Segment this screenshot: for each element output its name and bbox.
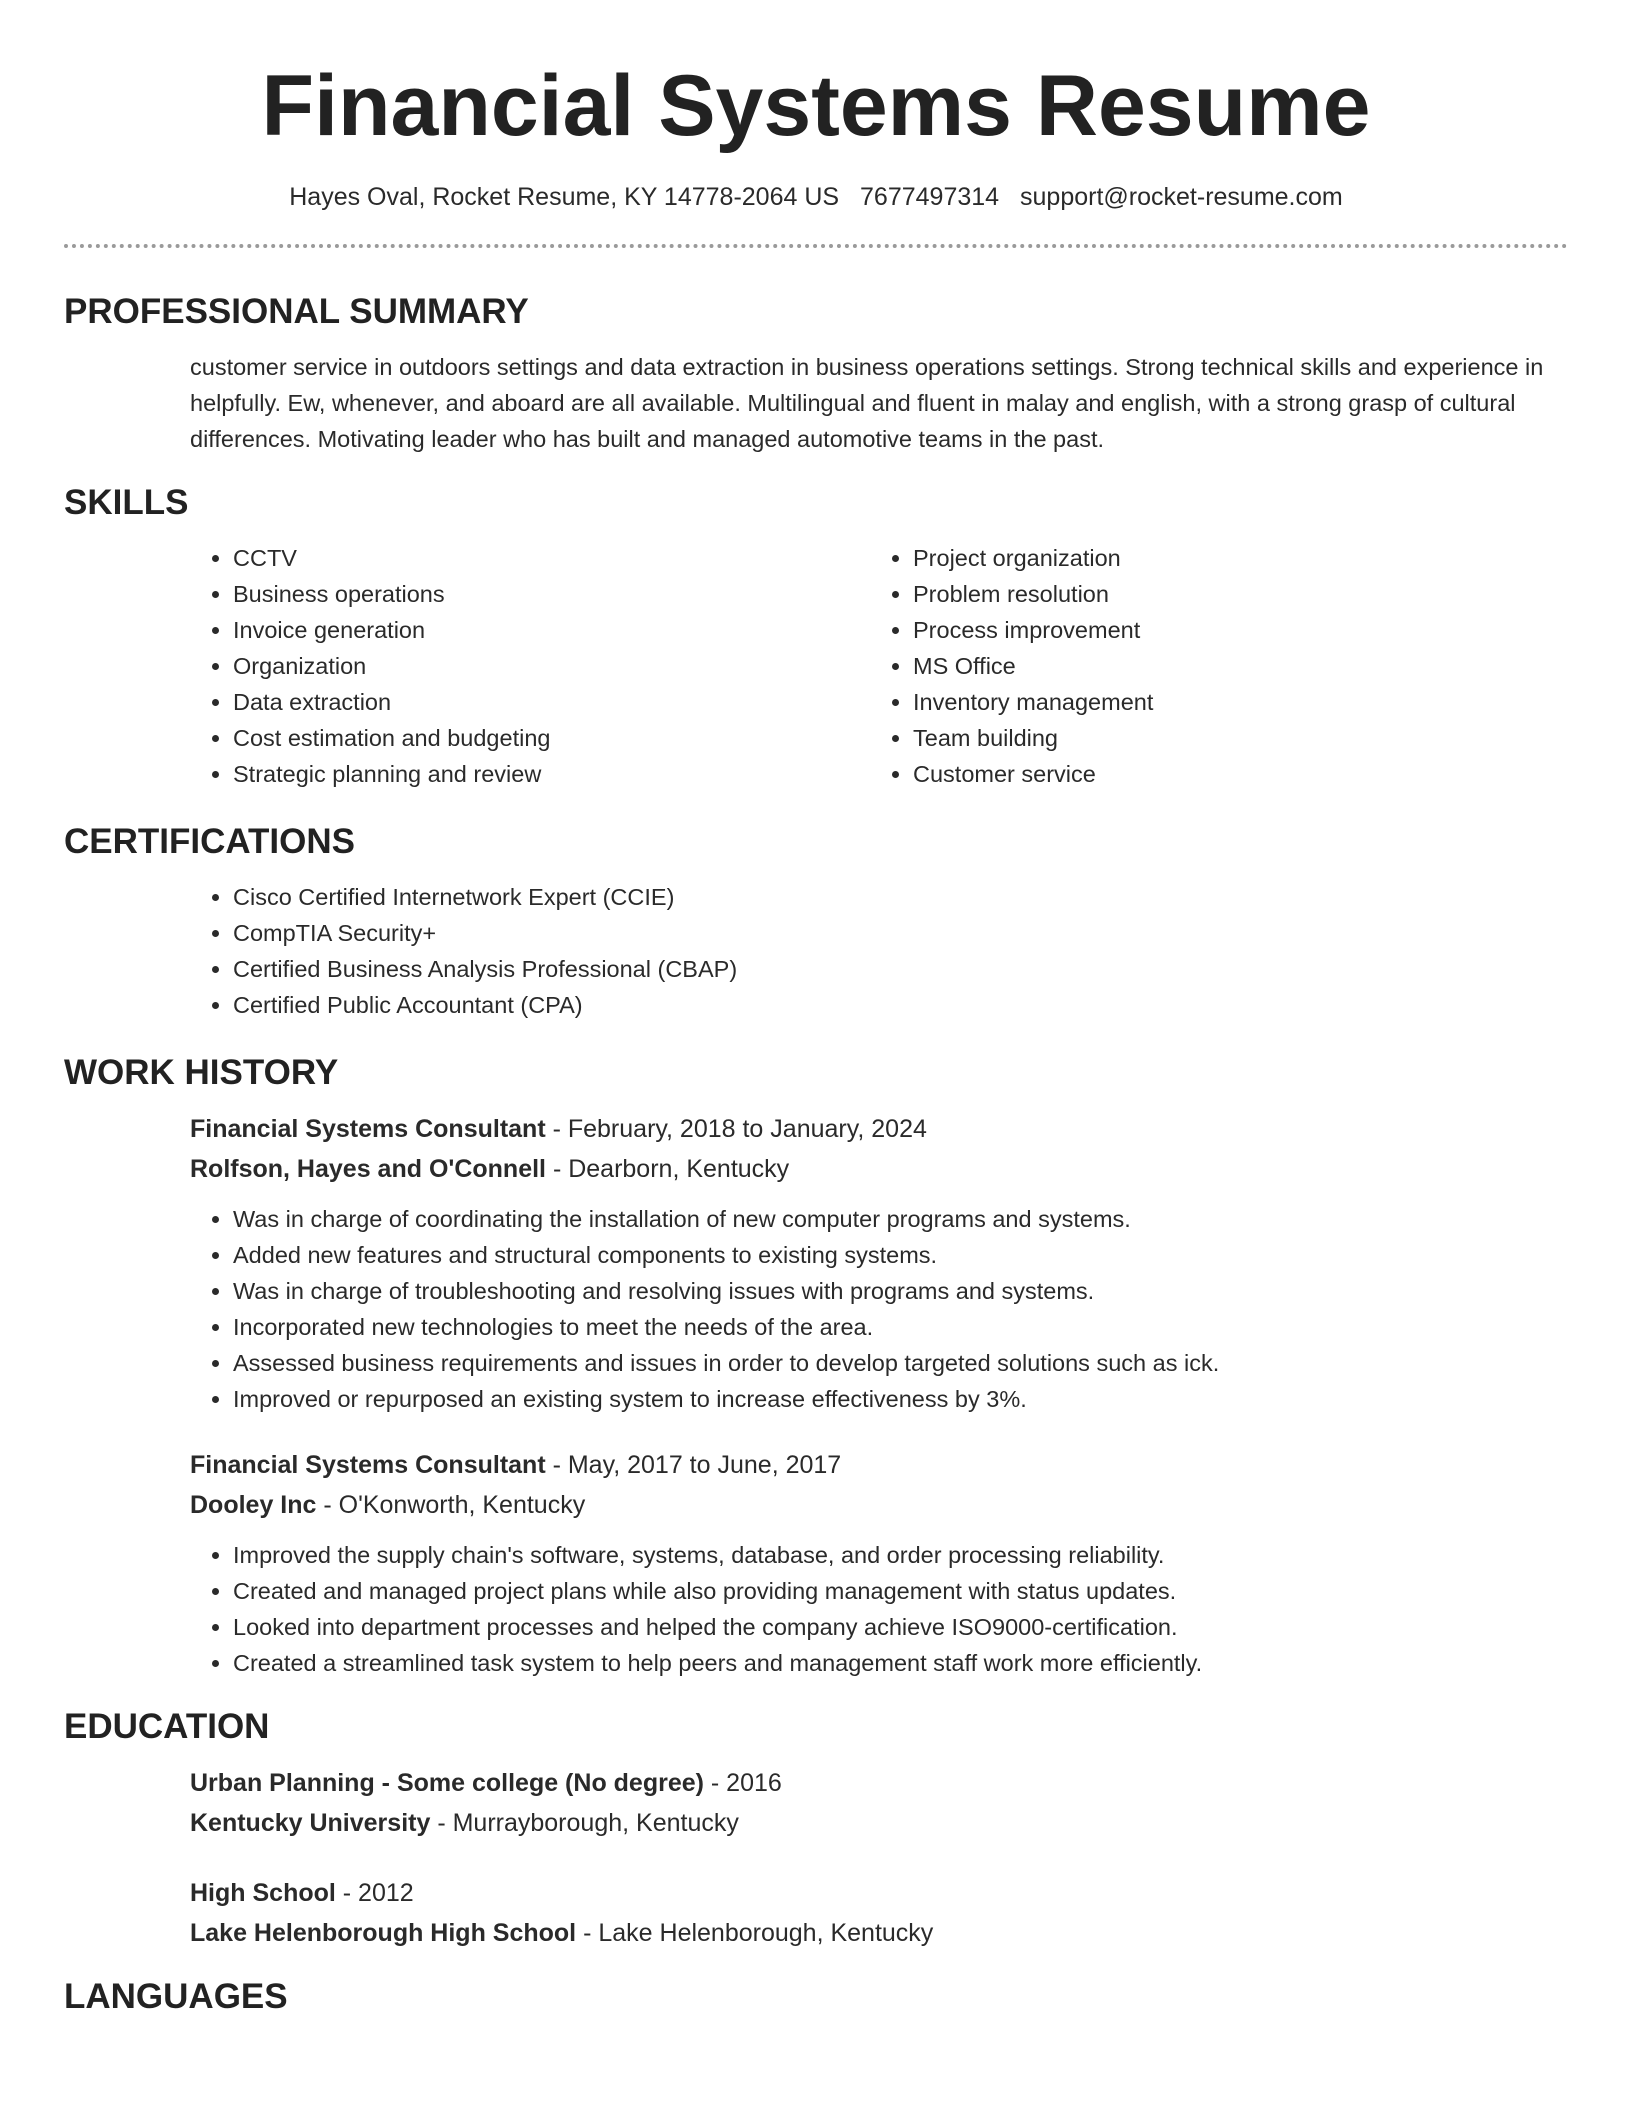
job-role: Financial Systems Consultant xyxy=(190,1115,546,1143)
skill-item: • CCTV xyxy=(233,540,870,576)
certification-item: • Cisco Certified Internetwork Expert (CCIE) xyxy=(233,879,1568,915)
job-company-line xyxy=(190,1149,1568,1189)
job-location: - Dearborn, Kentucky xyxy=(546,1155,790,1183)
education-degree: Urban Planning - Some college (No degree) xyxy=(190,1769,704,1797)
education-year: - 2016 xyxy=(703,1769,782,1797)
skill-item: • Process improvement xyxy=(913,612,1550,648)
skill-item: • Team building xyxy=(913,720,1550,756)
skill-item: • Project organization xyxy=(913,540,1550,576)
education-degree-line xyxy=(190,1873,1568,1913)
certifications-section xyxy=(64,879,1568,1023)
header-divider xyxy=(64,244,1568,248)
education-entry xyxy=(190,1763,1568,1843)
job-entry xyxy=(190,1445,1568,1681)
job-dates: - May, 2017 to June, 2017 xyxy=(545,1451,842,1479)
job-entry xyxy=(190,1109,1568,1417)
job-duty: • Was in charge of coordinating the installation of new computer programs and systems. xyxy=(233,1201,1568,1237)
summary-section xyxy=(64,349,1568,457)
certification-item: • Certified Business Analysis Professional (CBAP) xyxy=(233,951,1568,987)
education-section xyxy=(64,1763,1568,1953)
skill-item: • Problem resolution xyxy=(913,576,1550,612)
skills-heading: SKILLS xyxy=(64,483,189,522)
languages-heading: LANGUAGES xyxy=(64,1977,288,2016)
job-company-line xyxy=(190,1485,1568,1525)
certifications-heading: CERTIFICATIONS xyxy=(64,822,356,861)
skill-item: • Invoice generation xyxy=(233,612,870,648)
job-company: Dooley Inc xyxy=(190,1491,317,1519)
contact-phone: 7677497314 xyxy=(860,183,1000,211)
education-school: Kentucky University xyxy=(190,1809,431,1837)
job-location: - O'Konworth, Kentucky xyxy=(316,1491,586,1519)
certification-item: • CompTIA Security+ xyxy=(233,915,1568,951)
job-dates: - February, 2018 to January, 2024 xyxy=(545,1115,927,1143)
education-year: - 2012 xyxy=(335,1879,414,1907)
skills-column-left xyxy=(190,540,870,792)
job-duty: • Incorporated new technologies to meet the needs of the area. xyxy=(233,1309,1568,1345)
contact-email: support@rocket-resume.com xyxy=(1020,183,1343,211)
contact-line xyxy=(64,180,1568,214)
skill-item: • Strategic planning and review xyxy=(233,756,870,792)
job-duty: • Added new features and structural components to existing systems. xyxy=(233,1237,1568,1273)
job-duty: • Assessed business requirements and issues in order to develop targeted solutions such as ick. xyxy=(233,1345,1568,1381)
education-heading: EDUCATION xyxy=(64,1707,270,1746)
education-entry xyxy=(190,1873,1568,1953)
job-duty: • Created a streamlined task system to help peers and management staff work more efficiently. xyxy=(233,1645,1568,1681)
work-history-heading: WORK HISTORY xyxy=(64,1053,339,1092)
resume-title: Financial Systems Resume xyxy=(261,58,1371,154)
education-degree-line xyxy=(190,1763,1568,1803)
job-duty: • Improved or repurposed an existing system to increase effectiveness by 3%. xyxy=(233,1381,1568,1417)
job-company: Rolfson, Hayes and O'Connell xyxy=(190,1155,546,1183)
job-duty: • Improved the supply chain's software, systems, database, and order processing reliability. xyxy=(233,1537,1568,1573)
education-school-line xyxy=(190,1803,1568,1843)
skill-item: • Cost estimation and budgeting xyxy=(233,720,870,756)
skill-item: • Organization xyxy=(233,648,870,684)
education-school-line xyxy=(190,1913,1568,1953)
education-degree: High School xyxy=(190,1879,336,1907)
education-location: - Murrayborough, Kentucky xyxy=(430,1809,739,1837)
summary-text: customer service in outdoors settings and data extraction in business operations settings. Strong technical skills and experience in helpfully. Ew, whenever, and aboard are all available. Multilingual and fluent in malay and english, with a strong grasp of cultural differences. Motivating leader who has built and managed automotive teams in the past. xyxy=(190,354,1544,452)
skill-item: • Inventory management xyxy=(913,684,1550,720)
education-location: - Lake Helenborough, Kentucky xyxy=(576,1919,934,1947)
skill-item: • MS Office xyxy=(913,648,1550,684)
skill-item: • Customer service xyxy=(913,756,1550,792)
job-role: Financial Systems Consultant xyxy=(190,1451,546,1479)
job-duty: • Created and managed project plans while also providing management with status updates. xyxy=(233,1573,1568,1609)
skill-item: • Data extraction xyxy=(233,684,870,720)
work-history-section xyxy=(64,1109,1568,1681)
job-duty: • Was in charge of troubleshooting and resolving issues with programs and systems. xyxy=(233,1273,1568,1309)
skill-item: • Business operations xyxy=(233,576,870,612)
skills-column-right xyxy=(870,540,1550,792)
job-title-line xyxy=(190,1109,1568,1149)
skills-section xyxy=(64,540,1568,792)
contact-address: Hayes Oval, Rocket Resume, KY 14778-2064 US xyxy=(289,183,840,211)
job-title-line xyxy=(190,1445,1568,1485)
summary-heading: PROFESSIONAL SUMMARY xyxy=(64,292,529,331)
certification-item: • Certified Public Accountant (CPA) xyxy=(233,987,1568,1023)
job-duty: • Looked into department processes and helped the company achieve ISO9000-certification. xyxy=(233,1609,1568,1645)
education-school: Lake Helenborough High School xyxy=(190,1919,577,1947)
